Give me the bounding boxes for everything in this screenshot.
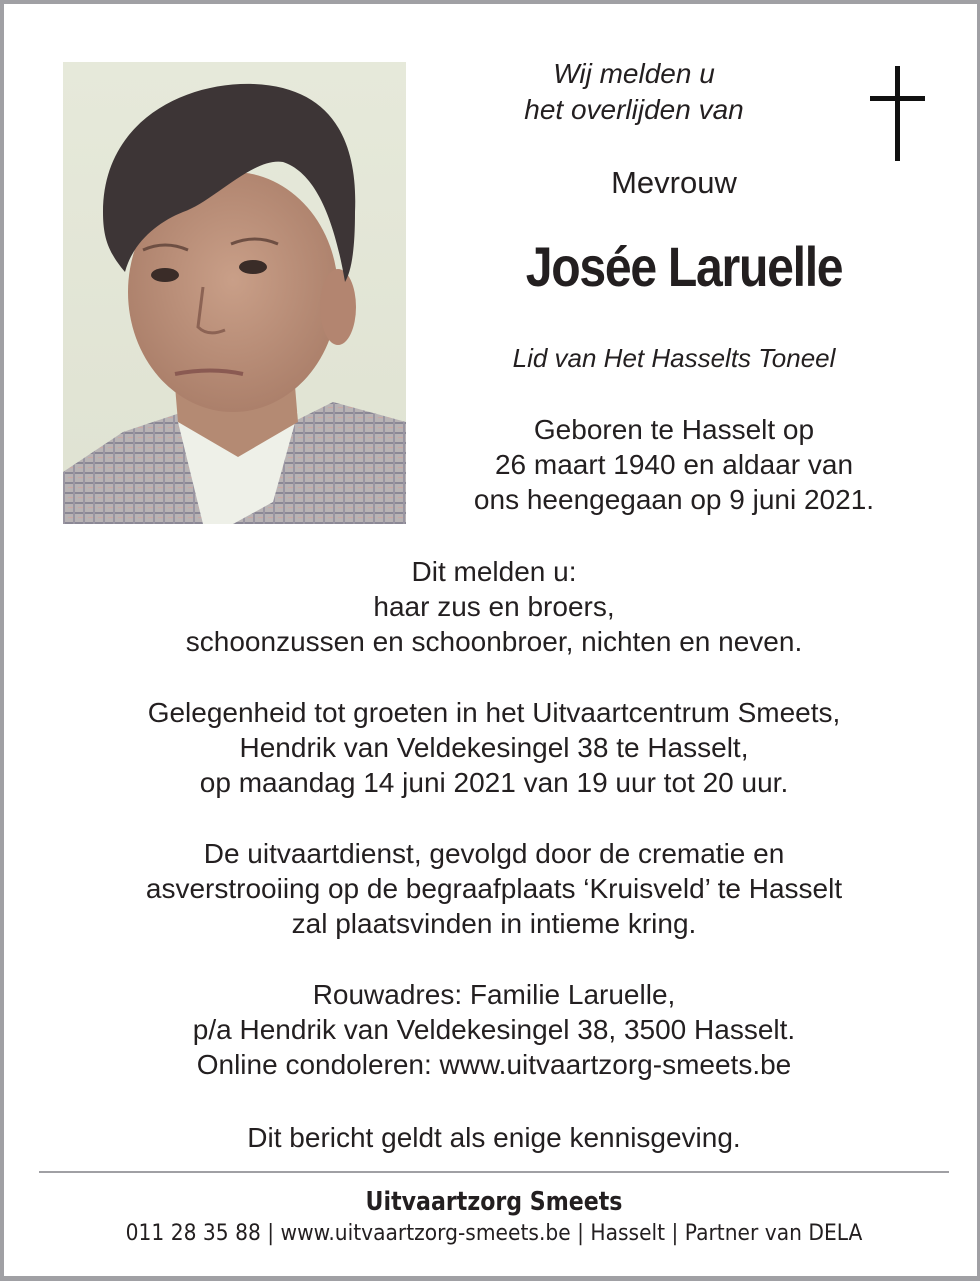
- funeral-company-name: Uitvaartzorg Smeets: [365, 1187, 623, 1217]
- funeral-line: De uitvaartdienst, gevolgd door de crematie en: [203, 838, 785, 869]
- address-line: p/a Hendrik van Veldekesingel 38, 3500 Hasselt.: [192, 1014, 796, 1045]
- funeral-company-contact: 011 28 35 88 | www.uitvaartzorg-smeets.be | Hasselt | Partner van DELA: [125, 1221, 863, 1246]
- address-line: Rouwadres: Familie Laruelle,: [312, 979, 676, 1010]
- family-line: haar zus en broers,: [373, 591, 615, 622]
- intro-line: het overlijden van: [524, 94, 744, 125]
- intro-line: Wij melden u: [553, 58, 715, 89]
- cross-icon: [895, 66, 900, 161]
- birth-death-text: [434, 412, 914, 517]
- portrait-photo: [63, 62, 406, 524]
- deceased-name: Josée Laruelle: [525, 235, 843, 298]
- family-line: Dit melden u:: [411, 556, 577, 587]
- condolence-link[interactable]: Online condoleren: www.uitvaartzorg-smeets.be: [196, 1049, 792, 1080]
- visitation-line: Hendrik van Veldekesingel 38 te Hasselt,: [239, 732, 749, 763]
- funeral-line: zal plaatsvinden in intieme kring.: [291, 908, 697, 939]
- footer-divider: [39, 1171, 949, 1173]
- visitation-section: [44, 695, 944, 800]
- funeral-section: [44, 836, 944, 941]
- family-section: [44, 554, 944, 659]
- visitation-line: op maandag 14 juni 2021 van 19 uur tot 20 uur.: [199, 767, 789, 798]
- intro-text: [474, 56, 794, 128]
- family-line: schoonzussen en schoonbroer, nichten en neven.: [185, 626, 803, 657]
- address-section: [44, 977, 944, 1082]
- birth-death-line: ons heengegaan op 9 juni 2021.: [473, 484, 875, 515]
- membership-text: Lid van Het Hasselts Toneel: [512, 343, 836, 373]
- birth-death-line: Geboren te Hasselt op: [533, 414, 815, 445]
- portrait-image: [63, 62, 406, 524]
- funeral-line: asverstrooiing op de begraafplaats ‘Kruisveld’ te Hasselt: [145, 873, 843, 904]
- birth-death-line: 26 maart 1940 en aldaar van: [494, 449, 854, 480]
- honorific-title: Mevrouw: [611, 165, 737, 200]
- visitation-line: Gelegenheid tot groeten in het Uitvaartcentrum Smeets,: [147, 697, 841, 728]
- cross-icon-bar: [870, 96, 925, 101]
- notice-text: Dit bericht geldt als enige kennisgeving.: [247, 1122, 741, 1153]
